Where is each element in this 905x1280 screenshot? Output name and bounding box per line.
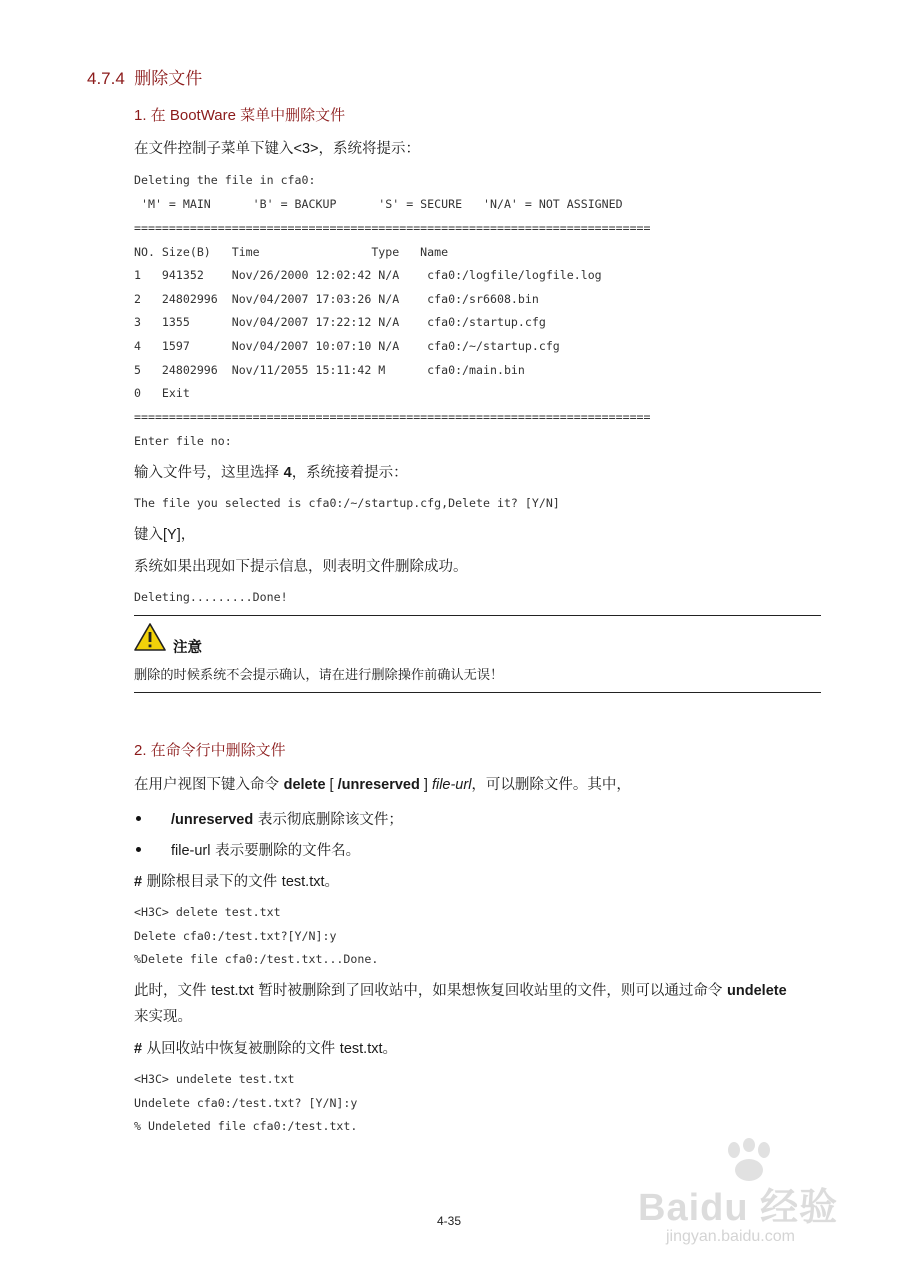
sub1-intro — [134, 137, 420, 158]
ex1-pre: 删除根目录下的文件 — [142, 874, 282, 890]
bullet-desc: 表示要删除的文件名。 — [210, 843, 361, 859]
code-line: Deleting the file in cfa0: — [134, 173, 316, 187]
ex1-file: test.txt — [281, 874, 325, 890]
example-1-caption — [134, 870, 339, 891]
para-cmd: undelete — [727, 983, 787, 999]
intro-post: ，可以删除文件。其中， — [471, 777, 631, 793]
code-line: % Undeleted file cfa0:/test.txt. — [134, 1119, 358, 1133]
section-title: 4.7.4 删除文件 — [87, 69, 203, 88]
select-file-text — [134, 461, 408, 482]
intro-pre: 在用户视图下键入命令 — [134, 777, 284, 793]
key-val: [Y] — [163, 527, 181, 543]
ex2-pre: 从回收站中恢复被删除的文件 — [142, 1041, 340, 1057]
code-line: NO. Size(B) Time Type Name — [134, 245, 449, 259]
code-line: 'M' = MAIN 'B' = BACKUP 'S' = SECURE 'N/A' = NOT ASSIGNED — [134, 197, 623, 211]
intro-arg: file-url — [431, 777, 472, 793]
bullet-dot — [136, 847, 141, 852]
code-line: 1 941352 Nov/26/2000 12:02:42 N/A cfa0:/logfile/logfile.log — [134, 268, 602, 282]
watermark-brand: Baidu 经验 — [638, 1187, 839, 1229]
notice-top-rule — [134, 615, 821, 616]
key-y-text — [134, 523, 195, 544]
notice-label: 注意 — [173, 640, 202, 656]
code-line: <H3C> delete test.txt — [134, 905, 281, 919]
code-line: 2 24802996 Nov/04/2007 17:03:26 N/A cfa0:/sr6608.bin — [134, 292, 539, 306]
bullet-dot — [136, 816, 141, 821]
sub2-intro — [134, 773, 631, 794]
sub1-intro-post: ，系统将提示： — [318, 141, 420, 157]
bullet-desc: 表示彻底删除该文件； — [253, 812, 403, 828]
code-line: Enter file no: — [134, 434, 232, 448]
ex2-file: test.txt — [339, 1041, 383, 1057]
intro-opt: /unreserved — [337, 777, 420, 793]
code-line: %Delete file cfa0:/test.txt...Done. — [134, 952, 379, 966]
para-mid: 暂时被删除到了回收站中，如果想恢复回收站里的文件，则可以通过命令 — [253, 983, 728, 999]
intro-mid1: [ — [325, 777, 338, 793]
intro-cmd: delete — [283, 777, 326, 793]
ex1-post: 。 — [324, 874, 340, 890]
key-post: ， — [180, 527, 196, 543]
para-file: test.txt — [211, 983, 254, 999]
select-pre: 输入文件号，这里选择 — [134, 465, 284, 481]
bullet-item — [171, 839, 360, 860]
code-line: <H3C> undelete test.txt — [134, 1072, 295, 1086]
bullet-term: file-url — [171, 843, 211, 859]
ex1-hash: # — [134, 874, 143, 890]
ex2-hash: # — [134, 1041, 143, 1057]
code-line: Delete cfa0:/test.txt?[Y/N]:y — [134, 929, 337, 943]
notice-bottom-rule — [134, 692, 821, 693]
warning-icon — [134, 622, 166, 652]
key-pre: 键入 — [134, 527, 163, 543]
bullet-term: /unreserved — [171, 812, 254, 828]
done-code: Deleting.........Done! — [134, 590, 288, 604]
example-2-caption — [134, 1037, 397, 1058]
notice-text: 删除的时候系统不会提示确认，请在进行删除操作前确认无误！ — [134, 668, 504, 683]
subsection-2-title: 2. 在命令行中删除文件 — [134, 742, 286, 759]
code-line: ========================================================================== — [134, 221, 651, 235]
ex2-post: 。 — [382, 1041, 398, 1057]
code-line: 3 1355 Nov/04/2007 17:22:12 N/A cfa0:/startup.cfg — [134, 315, 546, 329]
baidu-watermark — [636, 1138, 858, 1258]
recycle-paragraph — [134, 979, 787, 1000]
select-num: 4 — [283, 465, 292, 481]
sub1-intro-key: <3> — [293, 141, 319, 157]
code-line: ========================================================================== — [134, 410, 651, 424]
code-line: 5 24802996 Nov/11/2055 15:11:42 M cfa0:/main.bin — [134, 363, 525, 377]
recycle-paragraph-line2: 来实现。 — [134, 1009, 192, 1025]
page-number: 4-35 — [437, 1214, 462, 1228]
watermark-url: jingyan.baidu.com — [666, 1228, 795, 1245]
sub1-intro-pre: 在文件控制子菜单下键入 — [134, 141, 294, 157]
bullet-item — [171, 808, 403, 829]
code-line: 4 1597 Nov/04/2007 10:07:10 N/A cfa0:/~/startup.cfg — [134, 339, 560, 353]
code-line: 0 Exit — [134, 386, 190, 400]
success-text: 系统如果出现如下提示信息，则表明文件删除成功。 — [134, 559, 468, 575]
para-pre: 此时，文件 — [134, 983, 212, 999]
confirm-code: The file you selected is cfa0:/~/startup.cfg,Delete it? [Y/N] — [134, 496, 560, 510]
select-post: ，系统接着提示： — [291, 465, 408, 481]
intro-mid2: ] — [419, 777, 432, 793]
code-line: Undelete cfa0:/test.txt? [Y/N]:y — [134, 1096, 358, 1110]
subsection-1-title: 1. 在 BootWare 菜单中删除文件 — [134, 107, 346, 124]
